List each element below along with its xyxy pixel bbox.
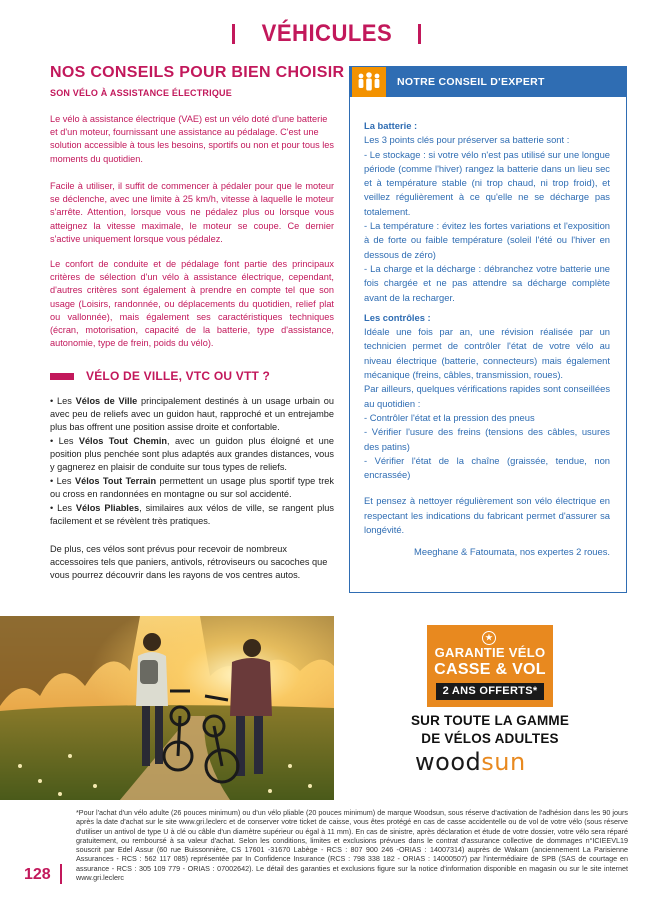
controls-chain: - Vérifier l'état de la chaîne (graissée, tendue, non encrassée) (364, 454, 610, 481)
couple-with-bikes-photo (0, 616, 334, 800)
bullet-text: , avec un guidon plus éloigné et une position plus penchée sont plus adaptés aux grandes distances, vous y gagnerez en plaisir de conduite sur tous types de reliefs. (50, 436, 334, 473)
bullet-city-bikes (50, 395, 334, 435)
controls-revision: Idéale une fois par an, une révision réalisée par un technicien permet de contrôler l'état de votre vélo au niveau électrique (batterie, connecteurs) mais également mécanique (freins, câbles, transmission, roues). (364, 326, 610, 381)
battery-temperature: - La température : évitez les fortes variations et l'exposition à de forte ou faible température (soleil l'été ou l'hiver en dessous de zéro) (364, 220, 610, 260)
bullet-bold: Vélos Tout Chemin (78, 436, 168, 446)
expert-box-body (364, 119, 610, 560)
page-number-separator (60, 864, 62, 884)
bullet-bold: Vélos de Ville (75, 396, 138, 406)
bullet-bold: Vélos Tout Terrain (74, 476, 157, 486)
battery-storage: - Le stockage : si votre vélo n'est pas utilisé sur une longue période (comme l'hiver) rangez la batterie dans un lieu sec et à température stable (ni trop chaud, ni trop froid), et veillez régulièrement à ce qu'elle ne se décharge pas totalement. (364, 148, 610, 217)
page-number: 128 (24, 866, 51, 883)
header-bar-right (418, 24, 421, 44)
star-icon: ★ (482, 631, 496, 645)
bullet-prefix: • Les (50, 503, 76, 513)
subsection-marker (50, 373, 74, 380)
bullet-prefix: • Les (50, 476, 75, 486)
bullet-folding-bikes (50, 502, 334, 528)
expert-signature: Meeghane & Fatoumata, nos expertes 2 roues. (414, 546, 610, 558)
controls-tyres: - Contrôler l'état et la pression des pneus (364, 411, 535, 423)
expert-advice-box (349, 66, 627, 593)
bullet-text: , similaires aux vélos de ville, se rangent plus facilement et se révèlent très pratiques. (50, 503, 334, 527)
subsection-title (50, 369, 270, 383)
expert-box-title: NOTRE CONSEIL D'EXPERT (397, 76, 545, 88)
badge-offer: 2 ANS OFFERTS* (436, 683, 544, 700)
battery-charge: - La charge et la décharge : débranchez votre batterie une fois chargée et ne pas attendre sa décharge complète avant de la recharger. (364, 262, 610, 303)
expert-closing: Et pensez à nettoyer régulièrement son vélo électrique en respectant les indications du fabricant permet d'assurer sa longévité. (364, 495, 610, 536)
battery-intro: Les 3 points clés pour préserver sa batterie sont : (364, 134, 570, 146)
brand-part-2: sun (481, 748, 526, 776)
bullet-prefix: • Les (50, 396, 76, 406)
section-header (0, 20, 653, 48)
bullet-text: principalement destinés à un usage urbain ou avec peu de reliefs avec un guidon haut, rapproché et un entrejambe plus bas offrent une position assise droite et confortable. (50, 396, 334, 433)
bullet-text: permettent un usage plus sportif type trek ou cross en randonnées en montagne ou sur sol accidenté. (50, 476, 334, 500)
promo-line-1: SUR TOUTE LA GAMME (410, 713, 570, 728)
subsection-label: VÉLO DE VILLE, VTC OU VTT ? (86, 369, 271, 383)
section-title: VÉHICULES (261, 20, 392, 47)
people-icon (352, 67, 386, 97)
legal-footnote: *Pour l'achat d'un vélo adulte (26 pouces minimum) ou d'un vélo pliable (20 pouces minimum) de marque Woodsun, sous réserve d'activation de l'adhésion dans les 90 jours après la date d'achat sur le site www.gri.leclerc et de conserver votre ticket de caisse, vous êtes protégé en cas de casse accidentelle ou de vol de votre vélo (sous réserve d'utiliser un antivol de type U à clé ou câble d'un diamètre supérieur ou égal à 11 mm). En cas de sinistre, après déclaration et étude de votre dossier, votre vélo sera réparé gratuitement, ou remboursé à sa valeur d'achat. Selon les conditions, limites et exclusions prévues dans le contrat d'assurance collective de dommages n°ICIEEVL19 souscrit par Edel Assur (60 rue Buissonnière, CS 17601 -31670 Labège - RCS : 807 900 246 -ORIAS : 14007314) auprès de Wakam (anciennement La Parisienne Assurances - RCS : 562 117 085) représentée par In Confidence Insurance (RCS : 798 338 182 - ORIAS : 14000507) par l'intermédiaire de SPB (SAS de courtage en assurance - RCS : 305 109 779 - ORIAS : 07002642). Le détail des garanties et exclusions figure sur la notice d'information disponible en magasin ou sur le site internet www.gri.leclerc (76, 808, 628, 883)
brand-part-1: wood (415, 748, 482, 776)
controls-brakes: - Vérifier l'usure des freins (tensions des câbles, usures des patins) (364, 426, 610, 452)
woodsun-logo (415, 750, 565, 774)
bullet-mountain-bikes (50, 475, 334, 501)
intro-paragraph-2: Facile à utiliser, il suffit de commencer à pédaler pour que le moteur se déclenche, avec une limite à 25 km/h, vitesse à laquelle le moteur s'arrête. Attention, lorsque vous ne pédalez plus ou lorsque vous atteignez la vitesse maximale, le moteur se coupe. Ce dernier s'active uniquement lorsque vous pédalez. (50, 181, 334, 244)
bullet-all-path-bikes (50, 435, 334, 475)
expert-box-header (350, 67, 626, 97)
bullet-prefix: • Les (50, 436, 79, 446)
sub-heading: SON VÉLO À ASSISTANCE ÉLECTRIQUE (50, 88, 232, 98)
warranty-badge (427, 625, 553, 707)
badge-line-1: GARANTIE VÉLO (434, 645, 546, 660)
intro-paragraph-3: Le confort de conduite et de pédalage font partie des principaux critères de sélection d'un vélo à assistance électrique, cependant, d'autres critères sont également à prendre en compte tel que son usage (Loisirs, randonnée, ou déplacements du quotidien, relief plat ou vallonnée), mais également ses caractéristiques techniques (écran, motorisation, capacité de la batterie, type d'assistance, autonomie, type de frein, poids du vélo). (50, 259, 334, 349)
controls-daily: Par ailleurs, quelques vérifications rapides sont conseillées au quotidien : (364, 383, 610, 409)
promo-line-2: DE VÉLOS ADULTES (421, 731, 559, 746)
header-bar-left (232, 24, 235, 44)
badge-line-2: CASSE & VOL (434, 661, 546, 678)
closing-paragraph: De plus, ces vélos sont prévus pour recevoir de nombreux accessoires tels que paniers, antivols, rétroviseurs ou sacoches que vous pourrez découvrir dans les rayons de vos centres autos. (50, 544, 328, 581)
controls-heading: Les contrôles : (364, 311, 431, 323)
main-heading: NOS CONSEILS POUR BIEN CHOISIR (50, 64, 345, 81)
bullet-bold: Vélos Pliables (75, 503, 140, 513)
battery-heading: La batterie : (364, 120, 418, 131)
intro-paragraph-1: Le vélo à assistance électrique (VAE) est un vélo doté d'une batterie et d'un moteur, fournissant une assistance au pédalage. C'est une solution accessible à tous les besoins, sportifs ou non et pour tous les moments du quotidien. (50, 114, 334, 164)
